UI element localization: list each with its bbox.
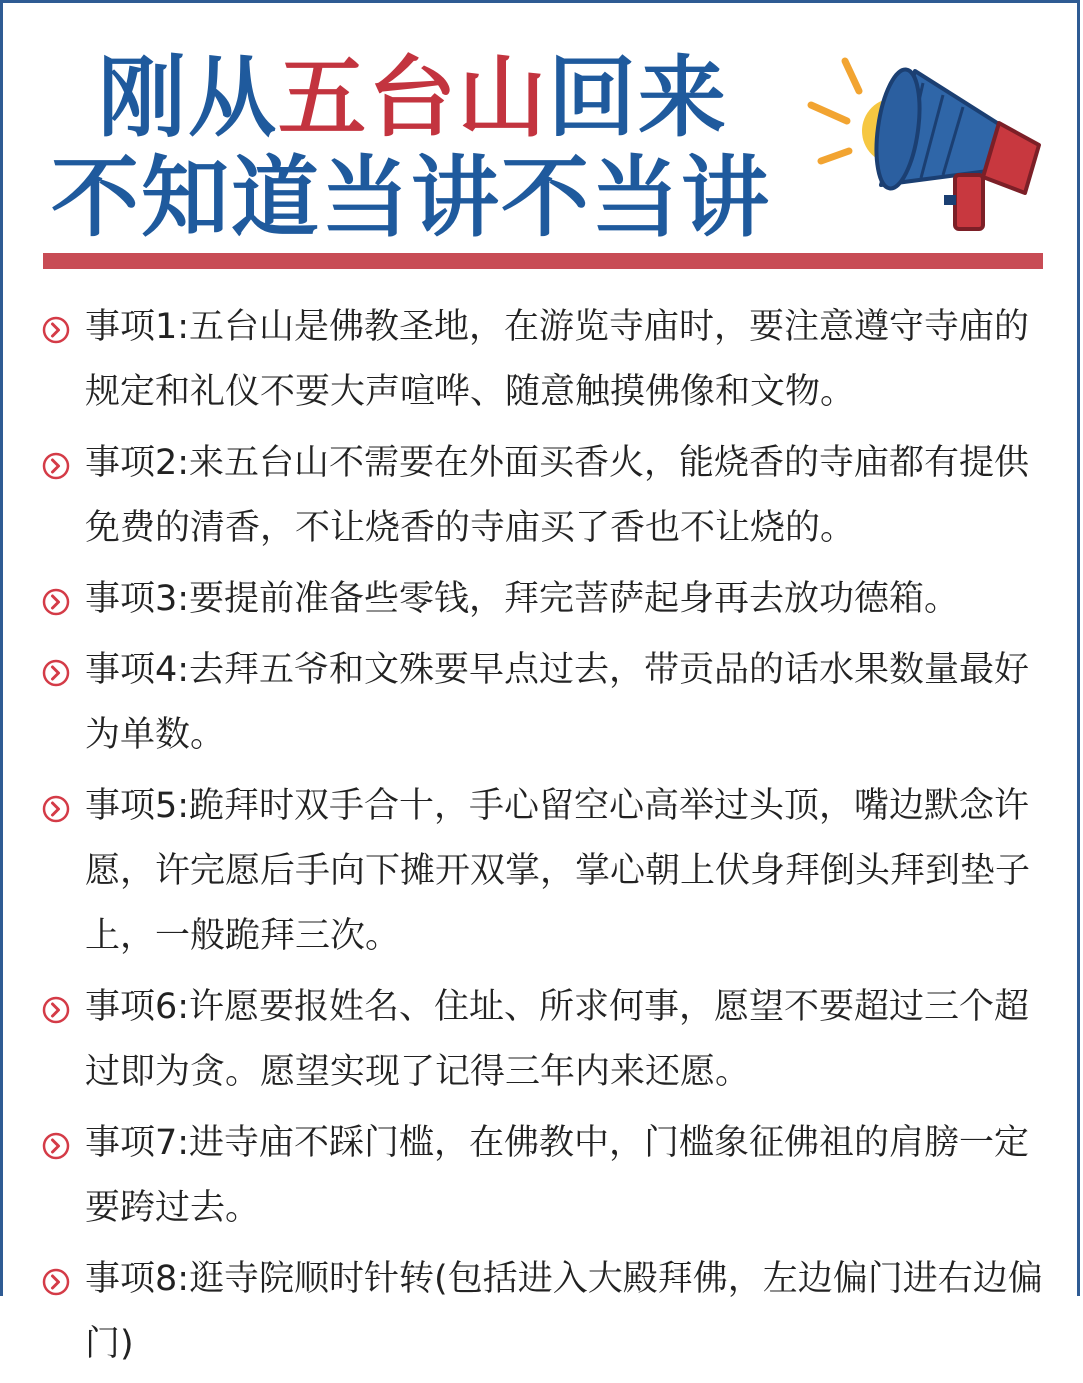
circle-chevron-right-icon [41, 1131, 71, 1161]
tip-item-7-text: 事项7:进寺庙不踩门槛，在佛教中，门槛象征佛祖的肩膀一定要跨过去。 [85, 1123, 1030, 1228]
tip-item-6 [41, 975, 1051, 1105]
title-line-1 [98, 48, 728, 148]
title-line-1-highlight: 五台山 [278, 46, 549, 149]
title-line-1-prefix: 刚从 [98, 46, 279, 149]
tip-item-8 [41, 1247, 1051, 1377]
circle-chevron-right-icon [41, 1267, 71, 1297]
circle-chevron-right-icon [41, 995, 71, 1025]
tip-item-3-text: 事项3:要提前准备些零钱，拜完菩萨起身再去放功德箱。 [85, 579, 960, 619]
circle-chevron-right-icon [41, 315, 71, 345]
circle-chevron-right-icon [41, 658, 71, 688]
tip-item-5-text: 事项5:跪拜时双手合十，手心留空心高举过头顶，嘴边默念许愿，许完愿后手向下摊开双掌，掌心朝上伏身拜倒头拜到垫子上，一般跪拜三次。 [85, 786, 1031, 956]
tip-item-1 [41, 295, 1051, 425]
tip-item-4 [41, 638, 1051, 768]
title-divider [43, 253, 1043, 269]
megaphone-icon [803, 43, 1063, 248]
tip-item-5 [41, 774, 1051, 969]
tip-item-2-text: 事项2:来五台山不需要在外面买香火，能烧香的寺庙都有提供免费的清香，不让烧香的寺庙买了香也不让烧的。 [85, 443, 1030, 548]
circle-chevron-right-icon [41, 794, 71, 824]
circle-chevron-right-icon [41, 451, 71, 481]
circle-chevron-right-icon [41, 587, 71, 617]
tip-item-1-text: 事项1:五台山是佛教圣地，在游览寺庙时，要注意遵守寺庙的规定和礼仪不要大声喧哗、随意触摸佛像和文物。 [85, 307, 1030, 412]
title-line-2: 不知道当讲不当讲 [51, 146, 772, 249]
tips-list [41, 295, 1051, 1383]
tip-item-8-text: 事项8:逛寺院顺时针转(包括进入大殿拜佛，左边偏门进右边偏门) [85, 1259, 1043, 1364]
tip-item-7 [41, 1111, 1051, 1241]
tip-item-2 [41, 431, 1051, 561]
tip-item-3 [41, 567, 1051, 632]
tip-item-6-text: 事项6:许愿要报姓名、住址、所求何事，愿望不要超过三个超过即为贪。愿望实现了记得三年内来还愿。 [85, 987, 1030, 1092]
title-area [3, 3, 1083, 273]
title-line-1-suffix: 回来 [548, 46, 729, 149]
tip-item-4-text: 事项4:去拜五爷和文殊要早点过去，带贡品的话水果数量最好为单数。 [85, 650, 1030, 755]
